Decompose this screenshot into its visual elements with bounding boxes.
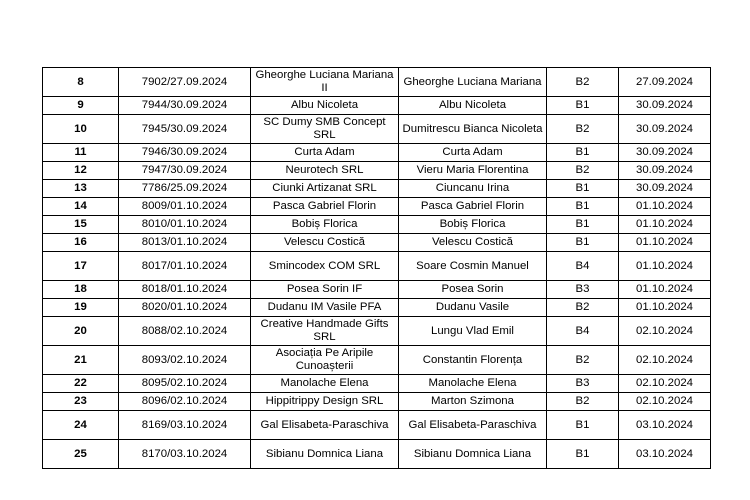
applicant-name: Dudanu IM Vasile PFA [251, 299, 399, 317]
category-code: B3 [547, 375, 619, 393]
registration-number: 8169/03.10.2024 [119, 411, 251, 440]
category-code: B2 [547, 393, 619, 411]
registration-number: 8013/01.10.2024 [119, 234, 251, 252]
applicant-name: Posea Sorin IF [251, 281, 399, 299]
table-row [43, 281, 711, 299]
category-code: B3 [547, 281, 619, 299]
registration-number: 8017/01.10.2024 [119, 252, 251, 281]
row-number: 20 [43, 317, 119, 346]
representative-name: Posea Sorin [399, 281, 547, 299]
registration-number: 8009/01.10.2024 [119, 198, 251, 216]
applicant-name: Albu Nicoleta [251, 97, 399, 115]
row-number: 22 [43, 375, 119, 393]
category-code: B1 [547, 216, 619, 234]
table-row [43, 144, 711, 162]
table-row [43, 299, 711, 317]
date-cell: 01.10.2024 [619, 216, 711, 234]
representative-name: Dumitrescu Bianca Nicoleta [399, 115, 547, 144]
date-cell: 30.09.2024 [619, 162, 711, 180]
representative-name: Lungu Vlad Emil [399, 317, 547, 346]
category-code: B1 [547, 97, 619, 115]
applicant-name: Hippitrippy Design SRL [251, 393, 399, 411]
row-number: 23 [43, 393, 119, 411]
table-row [43, 115, 711, 144]
date-cell: 01.10.2024 [619, 281, 711, 299]
representative-name: Vieru Maria Florentina [399, 162, 547, 180]
registration-table [42, 67, 711, 469]
representative-name: Pasca Gabriel Florin [399, 198, 547, 216]
date-cell: 01.10.2024 [619, 299, 711, 317]
category-code: B4 [547, 317, 619, 346]
table-row [43, 216, 711, 234]
representative-name: Manolache Elena [399, 375, 547, 393]
date-cell: 30.09.2024 [619, 115, 711, 144]
registration-number: 7945/30.09.2024 [119, 115, 251, 144]
row-number: 16 [43, 234, 119, 252]
category-code: B1 [547, 234, 619, 252]
applicant-name: Gal Elisabeta-Paraschiva [251, 411, 399, 440]
table-row [43, 68, 711, 97]
table-row [43, 317, 711, 346]
date-cell: 30.09.2024 [619, 180, 711, 198]
category-code: B2 [547, 115, 619, 144]
date-cell: 01.10.2024 [619, 252, 711, 281]
registration-number: 7946/30.09.2024 [119, 144, 251, 162]
row-number: 14 [43, 198, 119, 216]
representative-name: Ciuncanu Irina [399, 180, 547, 198]
representative-name: Dudanu Vasile [399, 299, 547, 317]
registration-number: 8018/01.10.2024 [119, 281, 251, 299]
row-number: 12 [43, 162, 119, 180]
registration-number: 8170/03.10.2024 [119, 440, 251, 469]
category-code: B1 [547, 411, 619, 440]
applicant-name: Velescu Costică [251, 234, 399, 252]
date-cell: 02.10.2024 [619, 317, 711, 346]
representative-name: Constantin Florența [399, 346, 547, 375]
category-code: B2 [547, 299, 619, 317]
date-cell: 01.10.2024 [619, 198, 711, 216]
date-cell: 30.09.2024 [619, 144, 711, 162]
category-code: B1 [547, 198, 619, 216]
registration-number: 8088/02.10.2024 [119, 317, 251, 346]
applicant-name: SC Dumy SMB Concept SRL [251, 115, 399, 144]
registration-number: 8020/01.10.2024 [119, 299, 251, 317]
applicant-name: Gheorghe Luciana Mariana II [251, 68, 399, 97]
registration-number: 8010/01.10.2024 [119, 216, 251, 234]
applicant-name: Pasca Gabriel Florin [251, 198, 399, 216]
category-code: B1 [547, 144, 619, 162]
row-number: 18 [43, 281, 119, 299]
row-number: 9 [43, 97, 119, 115]
registration-number: 7947/30.09.2024 [119, 162, 251, 180]
representative-name: Soare Cosmin Manuel [399, 252, 547, 281]
representative-name: Gheorghe Luciana Mariana [399, 68, 547, 97]
applicant-name: Creative Handmade Gifts SRL [251, 317, 399, 346]
applicant-name: Sibianu Domnica Liana [251, 440, 399, 469]
row-number: 21 [43, 346, 119, 375]
registration-number: 8096/02.10.2024 [119, 393, 251, 411]
category-code: B2 [547, 162, 619, 180]
applicant-name: Curta Adam [251, 144, 399, 162]
representative-name: Marton Szimona [399, 393, 547, 411]
category-code: B2 [547, 346, 619, 375]
table-row [43, 180, 711, 198]
registration-number: 8093/02.10.2024 [119, 346, 251, 375]
applicant-name: Bobiș Florica [251, 216, 399, 234]
table-row [43, 97, 711, 115]
row-number: 13 [43, 180, 119, 198]
date-cell: 03.10.2024 [619, 440, 711, 469]
representative-name: Albu Nicoleta [399, 97, 547, 115]
row-number: 10 [43, 115, 119, 144]
date-cell: 01.10.2024 [619, 234, 711, 252]
registration-number: 8095/02.10.2024 [119, 375, 251, 393]
table-row [43, 346, 711, 375]
category-code: B2 [547, 68, 619, 97]
table-row [43, 375, 711, 393]
row-number: 17 [43, 252, 119, 281]
registration-number: 7786/25.09.2024 [119, 180, 251, 198]
category-code: B1 [547, 180, 619, 198]
applicant-name: Asociația Pe Aripile Cunoașterii [251, 346, 399, 375]
date-cell: 03.10.2024 [619, 411, 711, 440]
date-cell: 02.10.2024 [619, 393, 711, 411]
applicant-name: Neurotech SRL [251, 162, 399, 180]
representative-name: Velescu Costică [399, 234, 547, 252]
table-row [43, 411, 711, 440]
representative-name: Curta Adam [399, 144, 547, 162]
registration-number: 7902/27.09.2024 [119, 68, 251, 97]
representative-name: Gal Elisabeta-Paraschiva [399, 411, 547, 440]
registration-number: 7944/30.09.2024 [119, 97, 251, 115]
row-number: 15 [43, 216, 119, 234]
representative-name: Bobiș Florica [399, 216, 547, 234]
applicant-name: Smincodex COM SRL [251, 252, 399, 281]
date-cell: 30.09.2024 [619, 97, 711, 115]
row-number: 25 [43, 440, 119, 469]
row-number: 19 [43, 299, 119, 317]
row-number: 11 [43, 144, 119, 162]
date-cell: 02.10.2024 [619, 346, 711, 375]
table-row [43, 393, 711, 411]
row-number: 24 [43, 411, 119, 440]
date-cell: 27.09.2024 [619, 68, 711, 97]
table-row [43, 162, 711, 180]
row-number: 8 [43, 68, 119, 97]
table-row [43, 440, 711, 469]
category-code: B1 [547, 440, 619, 469]
table-row [43, 252, 711, 281]
category-code: B4 [547, 252, 619, 281]
representative-name: Sibianu Domnica Liana [399, 440, 547, 469]
date-cell: 02.10.2024 [619, 375, 711, 393]
table-row [43, 234, 711, 252]
applicant-name: Manolache Elena [251, 375, 399, 393]
table-row [43, 198, 711, 216]
applicant-name: Ciunki Artizanat SRL [251, 180, 399, 198]
